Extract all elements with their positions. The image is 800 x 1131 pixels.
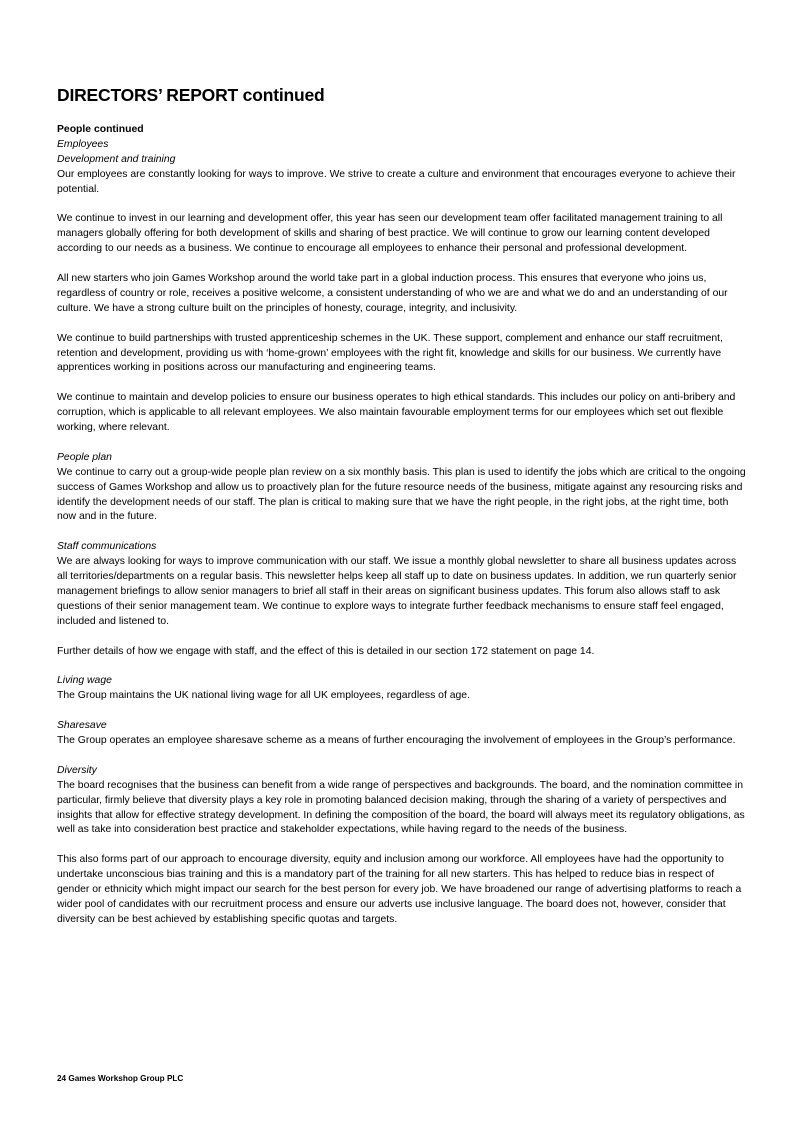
paragraph: The board recognises that the business can benefit from a wide range of perspectives and backgrounds. The board, and the nomination committee in particular, firmly believe that diversity plays a key role in promoting balanced decision making, through the sharing of a variety of perspectives and insights that allow for effective strategy development. In defining the composition of the board, the board will always meet its regulatory obligations, as well as take into consideration best practice and stakeholder expectations, while having regard to the needs of the business. [57, 779, 745, 836]
paragraph: We continue to maintain and develop policies to ensure our business operates to high ethical standards. This includes our policy on anti-bribery and corruption, which is applicable to all relevant employees. We also maintain favourable employment terms for our employees which set out flexible working, where relevant. [57, 392, 736, 434]
heading-sharesave: Sharesave [57, 720, 107, 732]
report-body [57, 123, 749, 928]
heading-development-training: Development and training [57, 153, 176, 165]
paragraph: All new starters who join Games Workshop around the world take part in a global induction process. This ensures that everyone who joins us, regardless of country or role, receives a positive welcome, a consistent understanding of who we are and what we do and an understanding of our culture. We have a strong culture built on the principles of honesty, courage, integrity, and inclusivity. [57, 273, 728, 314]
paragraph: The Group maintains the UK national living wage for all UK employees, regardless of age. [57, 690, 470, 702]
paragraph: We continue to carry out a group-wide people plan review on a six monthly basis. This plan is used to identify the jobs which are critical to the ongoing success of Games Workshop and allow us to proactively plan for the future resource needs of the business, mitigate against any resourcing risks and identify the development needs of our staff. The plan is critical to making sure that we have the right people, in the right jobs, at the right time, both now and in the future. [57, 466, 746, 523]
heading-diversity: Diversity [57, 764, 97, 776]
heading-living-wage: Living wage [57, 675, 112, 687]
heading-staff-communications: Staff communications [57, 541, 157, 553]
paragraph: Further details of how we engage with staff, and the effect of this is detailed in our section 172 statement on page 14. [57, 645, 595, 657]
paragraph: Our employees are constantly looking for ways to improve. We strive to create a culture and environment that encourages everyone to achieve their potential. [57, 168, 736, 195]
paragraph: We continue to invest in our learning and development offer, this year has seen our development team offer facilitated management training to all managers globally offering for both development of skills and sharing of best practice. We will continue to grow our learning content developed according to our needs as a business. We continue to encourage all employees to enhance their personal and professional development. [57, 213, 723, 255]
paragraph: We are always looking for ways to improve communication with our staff. We issue a monthly global newsletter to share all business updates across all territories/departments on a regular basis. This newsletter helps keep all staff up to date on business updates. In addition, we run quarterly senior management briefings to allow senior managers to brief all staff in their areas on significant business updates. This forum also allows staff to ask questions of their senior management team. We continue to explore ways to integrate further feedback mechanisms to ensure staff feel engaged, included and listened to. [57, 556, 737, 627]
paragraph: We continue to build partnerships with trusted apprenticeship schemes in the UK. These support, complement and enhance our staff recruitment, retention and development, providing us with ‘home-grown’ employees with the right fit, knowledge and skills for our business. We currently have apprentices working in positions across our manufacturing and engineering teams. [57, 332, 723, 374]
page-title: DIRECTORS’ REPORT continued [57, 85, 325, 105]
heading-people-plan: People plan [57, 451, 112, 463]
subsection-heading-employees: Employees [57, 138, 109, 150]
paragraph: The Group operates an employee sharesave scheme as a means of further encouraging the involvement of employees in the Group’s performance. [57, 735, 736, 747]
paragraph: This also forms part of our approach to encourage diversity, equity and inclusion among our workforce. All employees have had the opportunity to undertake unconscious bias training and this is a mandatory part of the training for all new starters. This has helped to reduce bias in respect of gender or ethnicity which might impact our search for the best person for every job. We have broadened our range of advertising platforms to reach a wider pool of candidates with our recruitment process and ensure our adverts use inclusive language. The board does not, however, consider that diversity can be best achieved by establishing specific quotas and targets. [57, 854, 742, 925]
section-heading: People continued [57, 124, 144, 135]
page-footer: 24 Games Workshop Group PLC [57, 1074, 184, 1083]
